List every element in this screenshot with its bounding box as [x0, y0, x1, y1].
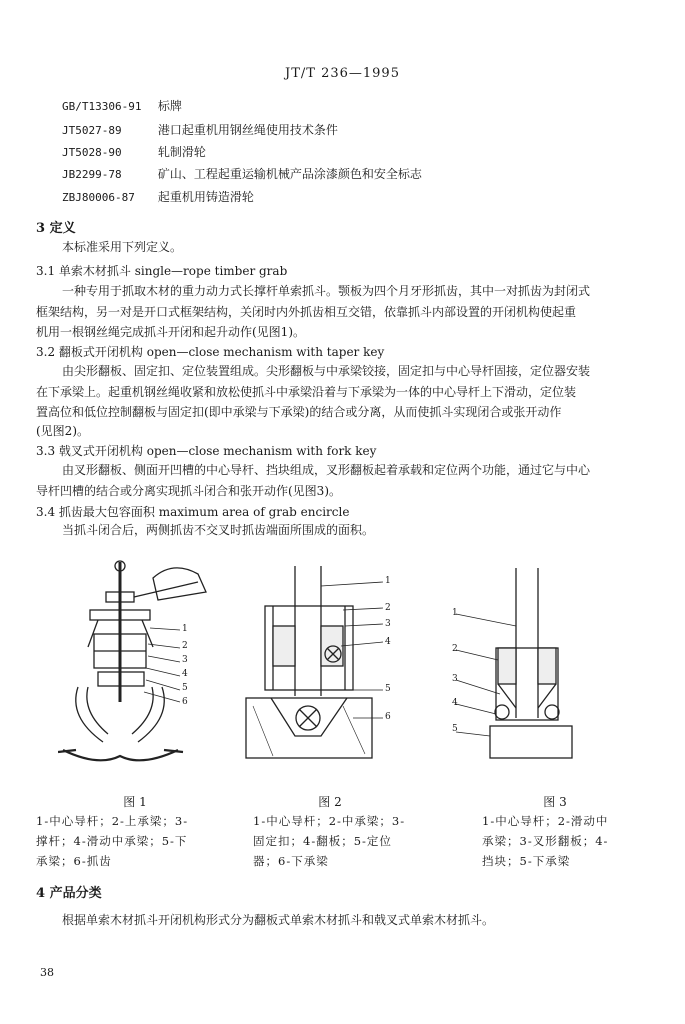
reference-code: JB2299-78	[62, 168, 122, 181]
definition-3-2-line: 在下承梁上。起重机钢丝绳收紧和放松使抓斗中承梁沿着与下承梁为一体的中心导杆上下滑动，定位装	[36, 385, 577, 399]
figure-3-drawing	[448, 568, 588, 768]
figure-3-callout: 2	[452, 644, 458, 654]
reference-code: GB/T13306-91	[62, 100, 142, 113]
section-4-text: 根据单索木材抓斗开闭机构形式分为翻板式单索木材抓斗和戟叉式单索木材抓斗。	[62, 913, 495, 927]
figure-3-legend-line: 挡块；5-下承梁	[482, 854, 571, 868]
figure-3-callout: 5	[452, 724, 458, 734]
definition-3-2-title: 3.2 翻板式开闭机构 open—close mechanism with taper key	[36, 345, 385, 359]
figure-2-legend-line: 固定扣；4-翻板；5-定位	[253, 834, 392, 848]
figure-2-legend-line: 器；6-下承梁	[253, 854, 329, 868]
figure-1-callout: 6	[182, 697, 188, 707]
definition-3-1-title: 3.1 单索木材抓斗 single—rope timber grab	[36, 264, 288, 278]
figure-2-callout: 4	[385, 637, 391, 647]
figure-3-legend-line: 1-中心导杆；2-滑动中	[482, 814, 609, 828]
reference-item	[62, 143, 206, 160]
figure-1-callout: 5	[182, 683, 188, 693]
reference-item	[62, 97, 182, 114]
definition-3-2-line: 置高位和低位控制翻板与固定扣(即中承梁与下承梁)的结合或分离，从而使抓斗实现闭合或张开动作	[36, 405, 562, 419]
reference-title: 港口起重机用钢丝绳使用技术条件	[157, 123, 338, 137]
section-3-intro: 本标准采用下列定义。	[62, 240, 183, 254]
figure-2-drawing	[243, 566, 408, 766]
figure-2-caption: 图 2	[318, 795, 342, 809]
definition-3-3-title: 3.3 戟叉式开闭机构 open—close mechanism with fork key	[36, 444, 377, 458]
figure-1-callout: 2	[182, 641, 188, 651]
definition-3-1-line: 框架结构，另一对是开口式框架结构，关闭时内外抓齿相互交错，依靠抓斗内部设置的开闭机构使起重	[36, 305, 577, 319]
definition-3-3-line: 由叉形翻板、侧面开凹槽的中心导杆、挡块组成，叉形翻板起着承载和定位两个功能，通过它与中心	[62, 463, 591, 477]
section-4-heading: 4 产品分类	[36, 886, 102, 901]
reference-code: JT5028-90	[62, 146, 122, 159]
reference-code: JT5027-89	[62, 124, 122, 137]
figure-1-drawing	[58, 552, 233, 782]
reference-title: 轧制滑轮	[157, 145, 206, 159]
figure-1-callout: 1	[182, 624, 188, 634]
figure-3-callout: 4	[452, 698, 458, 708]
page-number: 38	[40, 966, 54, 979]
figure-1-callout: 4	[182, 669, 188, 679]
definition-3-4-line: 当抓斗闭合后，两侧抓齿不交叉时抓齿端面所围成的面积。	[62, 523, 375, 537]
figure-3-legend	[482, 811, 608, 871]
figure-1-legend	[36, 811, 188, 871]
figure-1-legend-line: 承梁；6-抓齿	[36, 854, 112, 868]
figure-2-callout: 3	[385, 619, 391, 629]
reference-item	[62, 188, 254, 205]
definition-3-2-line: (见图2)。	[36, 424, 89, 438]
figure-1-callout: 3	[182, 655, 188, 665]
reference-code: ZBJ80006-87	[62, 191, 135, 204]
figure-3-legend-line: 承梁；3-叉形翻板；4-	[482, 834, 609, 848]
figure-1-legend-line: 1-中心导杆；2-上承梁；3-	[36, 814, 189, 828]
reference-title: 起重机用铸造滑轮	[157, 190, 254, 204]
definition-3-1-line: 一种专用于抓取木材的重力动力式长撑杆单索抓斗。颚板为四个月牙形抓齿，其中一对抓齿为封闭式	[62, 284, 591, 298]
figure-3-caption: 图 3	[543, 795, 567, 809]
figure-2-legend-line: 1-中心导杆；2-中承梁；3-	[253, 814, 406, 828]
definition-3-1-line: 机用一根钢丝绳完成抓斗开闭和起升动作(见图1)。	[36, 325, 305, 339]
reference-title: 标牌	[157, 99, 182, 113]
reference-title: 矿山、工程起重运输机械产品涂漆颜色和安全标志	[157, 167, 422, 181]
figure-3-callout: 1	[452, 608, 458, 618]
page-header: JT/T 236—1995	[285, 66, 400, 81]
section-3-heading: 3 定义	[36, 221, 76, 236]
figure-2-legend	[253, 811, 405, 871]
definition-3-4-title: 3.4 抓齿最大包容面积 maximum area of grab encircle	[36, 505, 350, 519]
figure-3-callout: 3	[452, 674, 458, 684]
definition-3-3-line: 导杆凹槽的结合或分离实现抓斗闭合和张开动作(见图3)。	[36, 484, 342, 498]
figure-2-callout: 1	[385, 576, 391, 586]
figure-2-callout: 5	[385, 684, 391, 694]
figure-2-callout: 2	[385, 603, 391, 613]
reference-item	[62, 121, 338, 138]
figure-2-callout: 6	[385, 712, 391, 722]
figure-1-caption: 图 1	[123, 795, 147, 809]
definition-3-2-line: 由尖形翻板、固定扣、定位装置组成。尖形翻板与中承梁铰接，固定扣与中心导杆固接，定位器安装	[62, 364, 591, 378]
figure-1-legend-line: 撑杆；4-滑动中承梁；5-下	[36, 834, 188, 848]
reference-item	[62, 165, 422, 182]
